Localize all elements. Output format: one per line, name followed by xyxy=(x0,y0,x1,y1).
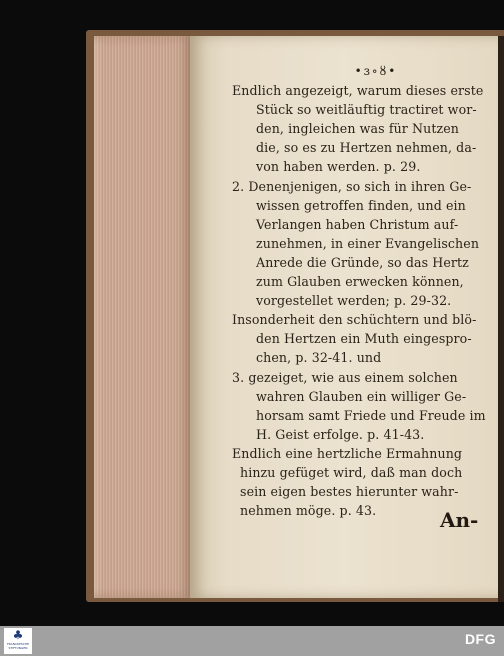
institution-logo[interactable] xyxy=(4,628,32,654)
text-line: hinzu gefüget wird, daß man doch xyxy=(240,464,463,480)
viewer-footer-bar xyxy=(0,626,504,656)
text-line: den, ingleichen was für Nutzen xyxy=(256,121,460,137)
text-line: vorgestellet werden; p. 29-32. xyxy=(256,293,452,309)
text-line: wahren Glauben ein williger Ge- xyxy=(256,388,467,404)
logo-text: FRANCKESCHE STIFTUNGEN xyxy=(6,642,30,650)
header-ornament: •ɜ∘ȣ• xyxy=(354,64,398,78)
page-shadow-edge xyxy=(498,36,504,602)
text-line: chen, p. 32-41. und xyxy=(256,350,382,366)
page-text xyxy=(232,62,490,520)
text-line: Endlich eine hertzliche Ermahnung xyxy=(232,445,463,461)
text-line: sein eigen bestes hierunter wahr- xyxy=(240,484,459,500)
text-line: horsam samt Friede und Freude im xyxy=(256,407,486,423)
page-edges xyxy=(94,36,192,598)
text-line: 2. Denenjenigen, so sich in ihren Ge- xyxy=(232,178,472,194)
catchword: An- xyxy=(440,508,479,532)
tree-icon: ♣ xyxy=(12,628,24,642)
dfg-logo[interactable]: DFG xyxy=(464,631,496,647)
text-line: von haben werden. p. 29. xyxy=(256,159,421,175)
text-line: Endlich angezeigt, warum dieses erste xyxy=(232,83,484,99)
text-line: Anrede die Gründe, so das Hertz xyxy=(256,254,469,270)
text-line: 3. gezeiget, wie aus einem solchen xyxy=(232,369,458,385)
text-line: Verlangen haben Christum auf- xyxy=(256,216,459,232)
text-line: die, so es zu Hertzen nehmen, da- xyxy=(256,140,477,156)
text-line: H. Geist erfolge. p. 41-43. xyxy=(256,426,425,442)
text-line: zunehmen, in einer Evangelischen xyxy=(256,235,480,251)
text-line: Insonderheit den schüchtern und blö- xyxy=(232,312,477,328)
text-line: nehmen möge. p. 43. xyxy=(240,503,377,519)
text-line: den Hertzen ein Muth eingespro- xyxy=(256,331,472,347)
text-line: wissen getroffen finden, und ein xyxy=(256,197,466,213)
text-line: Stück so weitläuftig tractiret wor- xyxy=(256,102,477,118)
text-line: zum Glauben erwecken können, xyxy=(256,274,464,290)
